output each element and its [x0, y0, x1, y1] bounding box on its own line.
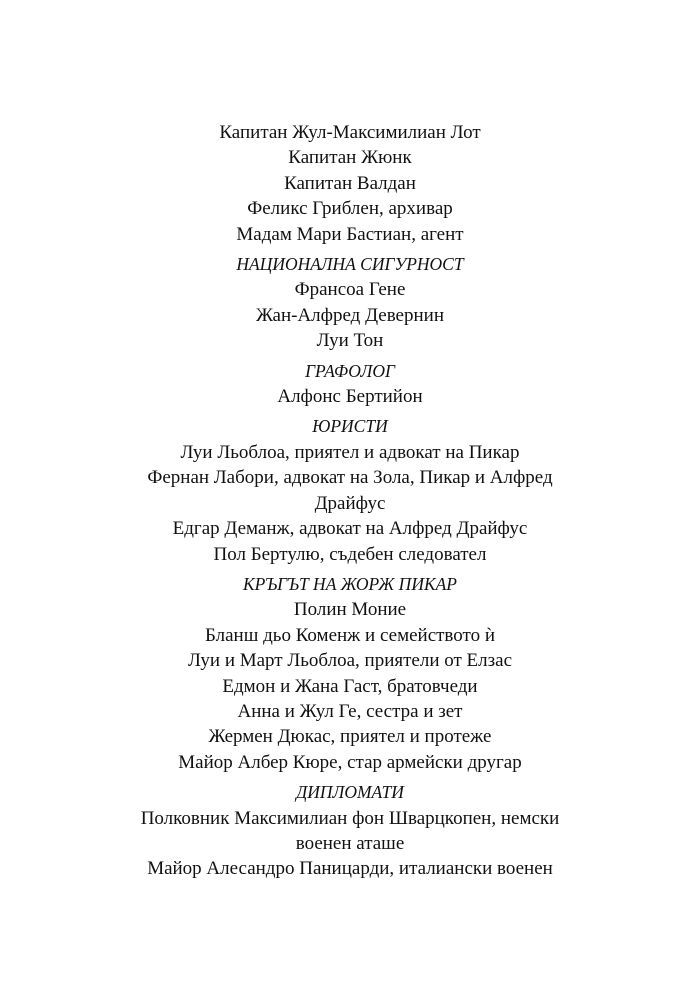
list-item: Жермен Дюкас, приятел и протеже: [208, 726, 492, 748]
section-heading: ЮРИСТИ: [312, 416, 388, 437]
list-item: Жан-Алфред Девернин: [255, 304, 444, 326]
list-item: Полковник Максимилиан фон Шварцкопен, немски военен аташе: [140, 807, 560, 854]
section-heading: КРЪГЪТ НА ЖОРЖ ПИКАР: [243, 573, 457, 594]
section-officers: [0, 120, 700, 247]
section-heading: ГРАФОЛОГ: [305, 360, 395, 381]
list-item: Алфонс Бертийон: [277, 386, 423, 408]
list-item: Пол Бертулю, съдебен следовател: [213, 543, 487, 565]
list-item: Полин Моние: [293, 599, 407, 621]
list-item: Франсоа Гене: [294, 279, 406, 301]
section-graphologist: [0, 359, 700, 410]
section-diplomats: [0, 780, 700, 882]
list-item: Майор Албер Кюре, стар армейски другар: [178, 751, 522, 773]
list-item: Едгар Деманж, адвокат на Алфред Драйфус: [172, 518, 528, 540]
section-heading: ДИПЛОМАТИ: [296, 782, 404, 803]
section-national-security: [0, 252, 700, 354]
list-item: Капитан Валдан: [284, 172, 416, 194]
list-item: Луи Тон: [316, 330, 384, 352]
list-item: Бланш дьо Коменж и семейството ѝ: [204, 624, 495, 646]
list-item: Майор Алесандро Паницарди, италиански военен: [147, 858, 553, 880]
section-picquart-circle: [0, 572, 700, 775]
list-item: Едмон и Жана Гаст, братовчеди: [222, 675, 478, 697]
list-item: Капитан Жюнк: [288, 147, 412, 169]
section-heading: НАЦИОНАЛНА СИГУРНОСТ: [236, 254, 464, 275]
section-lawyers: [0, 414, 700, 566]
list-item: Мадам Мари Бастиан, агент: [236, 223, 464, 245]
character-list-page: [0, 120, 700, 882]
list-item: Луи Льоблоа, приятел и адвокат на Пикар: [180, 441, 520, 463]
list-item: Анна и Жул Ге, сестра и зет: [237, 700, 463, 722]
list-item: Фернан Лабори, адвокат на Зола, Пикар и Алфред Драйфус: [147, 467, 553, 514]
list-item: Феликс Гриблен, архивар: [247, 198, 453, 220]
list-item: Луи и Март Льоблоа, приятели от Елзас: [187, 650, 512, 672]
list-item: Капитан Жул-Максимилиан Лот: [219, 122, 481, 143]
